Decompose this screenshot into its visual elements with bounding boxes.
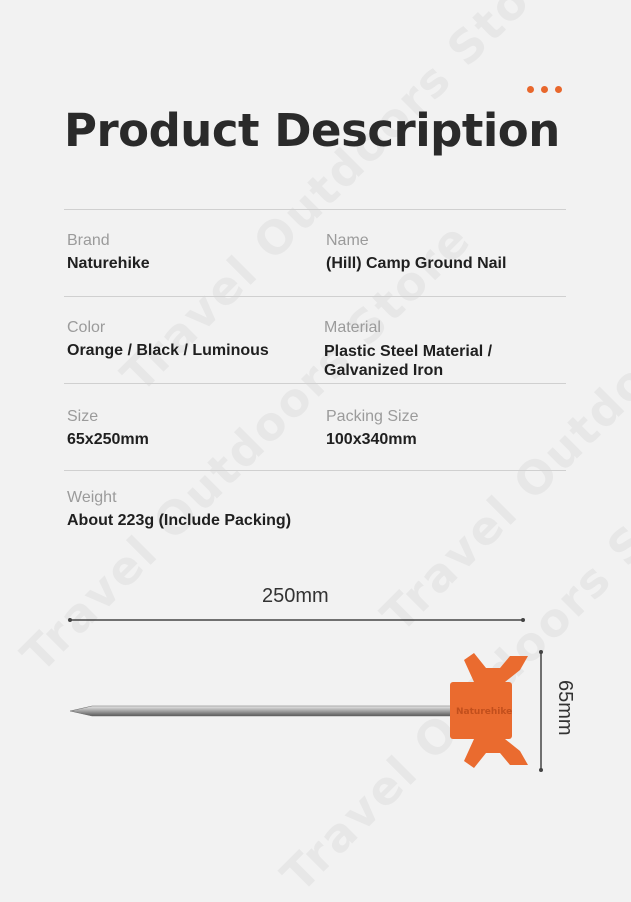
- spec-label: Size: [67, 408, 99, 425]
- spec-label: Weight: [67, 489, 117, 506]
- height-dimension-label: 65mm: [554, 680, 576, 736]
- spec-value: 65x250mm: [67, 431, 149, 448]
- page-title: Product Description: [64, 104, 560, 157]
- spec-value-line1: Plastic Steel Material /: [324, 343, 493, 360]
- spec-value: Naturehike: [67, 255, 150, 272]
- spec-label: Brand: [67, 232, 110, 249]
- handle-logo: Naturehike: [456, 707, 513, 717]
- spec-label: Name: [326, 232, 369, 249]
- spec-value-line2: Galvanized Iron: [324, 362, 444, 379]
- spec-value: (Hill) Camp Ground Nail: [326, 255, 507, 272]
- spec-value: Orange / Black / Luminous: [67, 342, 269, 359]
- length-dimension-label: 250mm: [262, 585, 329, 607]
- spec-label: Packing Size: [326, 408, 419, 425]
- spec-label: Material: [324, 319, 381, 336]
- spec-value: 100x340mm: [326, 431, 417, 448]
- spec-label: Color: [67, 319, 106, 336]
- spec-value: About 223g (Include Packing): [67, 512, 292, 529]
